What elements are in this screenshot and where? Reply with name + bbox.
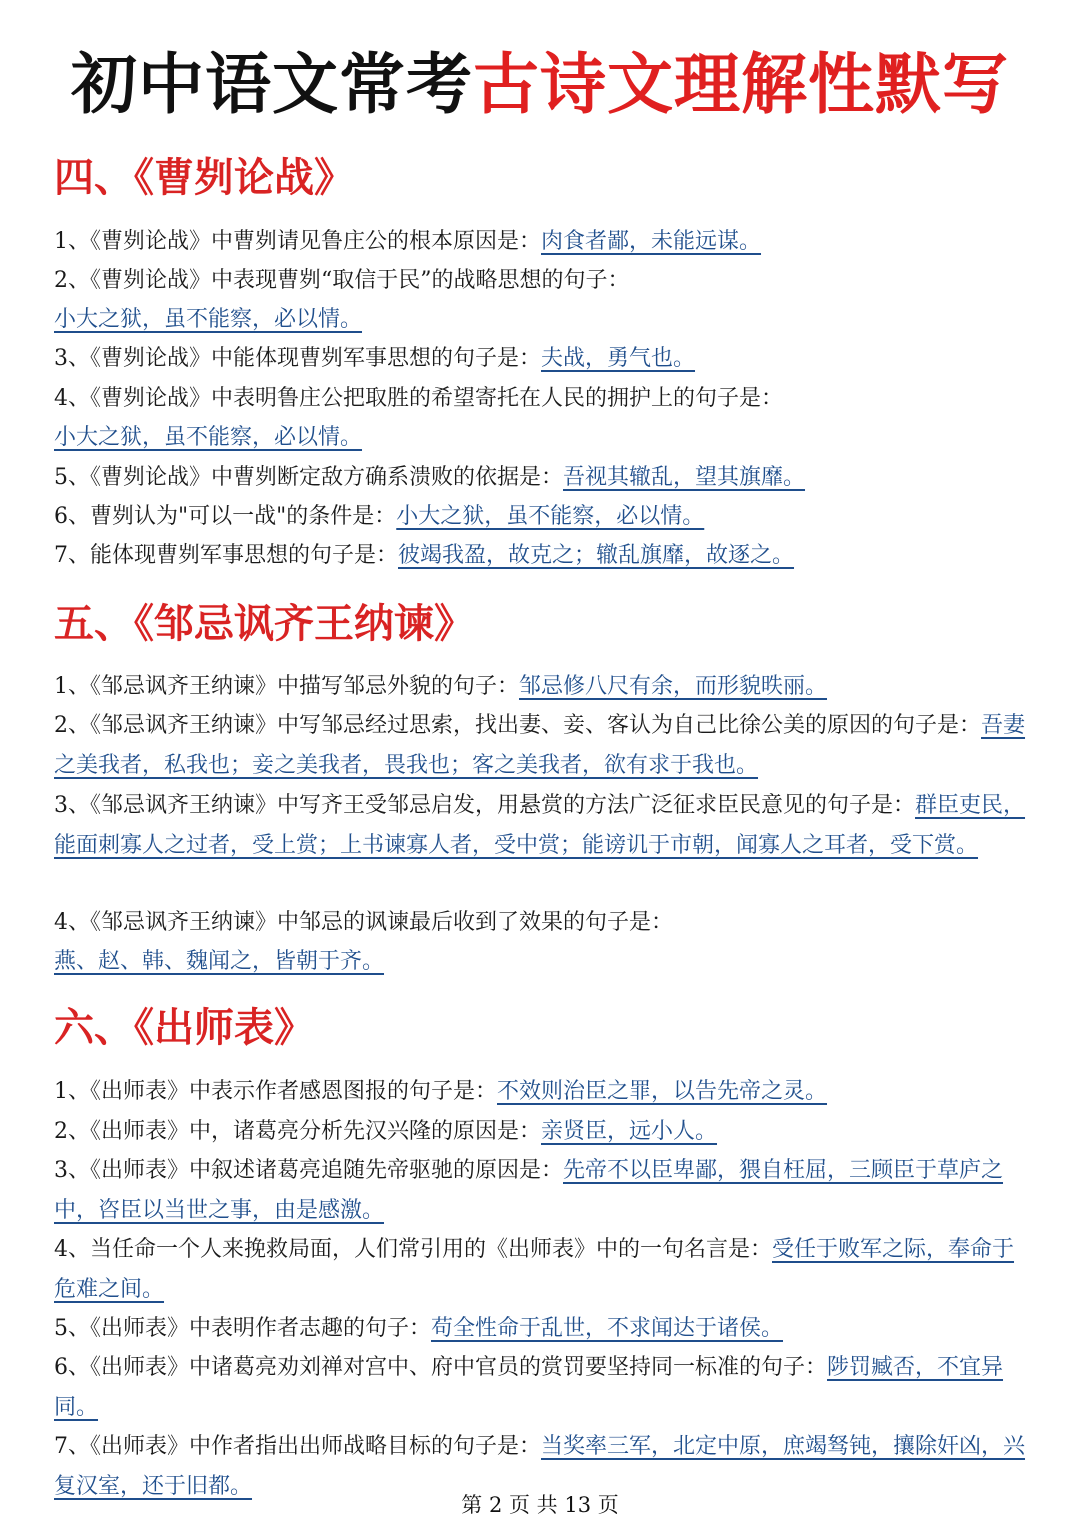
question-item: [54, 497, 1034, 537]
answer-text: 小大之狱，虽不能察，必以情。: [396, 504, 705, 529]
title-red-part: 古诗文理解性默写: [473, 45, 1009, 123]
answer-text: 夫战，勇气也。: [541, 346, 696, 371]
section-heading: 六、《出师表》: [54, 1004, 314, 1051]
question-item: [54, 706, 1034, 786]
question-item: [54, 339, 1034, 379]
answer-line: [54, 300, 1034, 340]
question-text: 3、《出师表》中叙述诸葛亮追随先帝驱驰的原因是：: [54, 1158, 563, 1183]
answer-line: [54, 942, 1034, 982]
answer-text: 陟罚臧否，不宜异同。: [54, 1355, 1004, 1420]
answer-text: 当奖率三军，北定中原，庶竭驽钝，攘除奸凶，兴复汉室，还于旧都。: [54, 1434, 1026, 1499]
question-item: [54, 1348, 1034, 1428]
question-item: [54, 1230, 1034, 1310]
answer-text: 燕、赵、韩、魏闻之，皆朝于齐。: [54, 949, 385, 974]
question-item: [54, 1309, 1034, 1349]
question-text: 2、《出师表》中，诸葛亮分析先汉兴隆的原因是：: [54, 1119, 541, 1144]
question-text: 1、《曹刿论战》中曹刿请见鲁庄公的根本原因是：: [54, 229, 541, 254]
answer-text: 亲贤臣，远小人。: [541, 1119, 718, 1144]
question-text: 4、《曹刿论战》中表明鲁庄公把取胜的希望寄托在人民的拥护上的句子是：: [54, 386, 783, 411]
question-text: 1、《邹忌讽齐王纳谏》中描写邹忌外貌的句子：: [54, 674, 519, 699]
answer-text: 小大之狱，虽不能察，必以情。: [54, 425, 363, 450]
question-item: [54, 458, 1034, 498]
answer-line: [54, 418, 1034, 458]
answer-text: 不效则治臣之罪，以告先帝之灵。: [497, 1079, 828, 1104]
answer-text: 彼竭我盈，故克之；辙乱旗靡，故逐之。: [398, 543, 795, 568]
question-item: [54, 379, 1034, 419]
question-item: [54, 1072, 1034, 1112]
question-text: 6、曹刿认为"可以一战"的条件是：: [54, 504, 397, 529]
answer-text: 受任于败军之际，奉命于危难之间。: [54, 1237, 1015, 1302]
question-item: [54, 1151, 1034, 1231]
page-number: 第 2 页 共 13 页: [461, 1493, 619, 1517]
question-text: 4、当任命一个人来挽救局面，人们常引用的《出师表》中的一句名言是：: [54, 1237, 772, 1262]
question-item: [54, 786, 1034, 866]
answer-text: 吾视其辙乱，望其旗靡。: [563, 465, 806, 490]
question-item: [54, 1112, 1034, 1152]
question-text: 5、《曹刿论战》中曹刿断定敌方确系溃败的依据是：: [54, 465, 563, 490]
question-text: 7、能体现曹刿军事思想的句子是：: [54, 543, 398, 568]
section-heading: 五、《邹忌讽齐王纳谏》: [54, 600, 474, 647]
answer-text: 先帝不以臣卑鄙，猥自枉屈，三顾臣于草庐之中，咨臣以当世之事，由是感激。: [54, 1158, 1004, 1223]
question-item: [54, 903, 1034, 943]
question-text: 2、《曹刿论战》中表现曹刿“取信于民”的战略思想的句子：: [54, 268, 630, 293]
section-heading: 四、《曹刿论战》: [54, 154, 354, 201]
question-text: 7、《出师表》中作者指出出师战略目标的句子是：: [54, 1434, 541, 1459]
question-text: 3、《曹刿论战》中能体现曹刿军事思想的句子是：: [54, 346, 541, 371]
title-black-part: 初中语文常考: [71, 45, 473, 123]
question-text: 6、《出师表》中诸葛亮劝刘禅对宫中、府中官员的赏罚要坚持同一标准的句子：: [54, 1355, 827, 1380]
question-text: 4、《邹忌讽齐王纳谏》中邹忌的讽谏最后收到了效果的句子是：: [54, 910, 673, 935]
question-text: 1、《出师表》中表示作者感恩图报的句子是：: [54, 1079, 497, 1104]
question-item: [54, 667, 1034, 707]
answer-text: 肉食者鄙，未能远谋。: [541, 229, 762, 254]
question-text: 2、《邹忌讽齐王纳谏》中写邹忌经过思索，找出妻、妾、客认为自己比徐公美的原因的句子是：: [54, 713, 982, 738]
answer-text: 群臣吏民，能面刺寡人之过者，受上赏；上书谏寡人者，受中赏；能谤讥于市朝，闻寡人之耳者，受下赏。: [54, 793, 1026, 858]
question-item: [54, 536, 1034, 576]
answer-text: 苟全性命于乱世，不求闻达于诸侯。: [431, 1316, 784, 1341]
answer-text: 邹忌修八尺有余，而形貌昳丽。: [519, 674, 828, 699]
question-item: [54, 261, 1034, 301]
question-item: [54, 222, 1034, 262]
question-text: 3、《邹忌讽齐王纳谏》中写齐王受邹忌启发，用悬赏的方法广泛征求臣民意见的句子是：: [54, 793, 916, 818]
page-title: [0, 34, 1080, 134]
answer-text: 吾妻之美我者，私我也；妾之美我者，畏我也；客之美我者，欲有求于我也。: [54, 713, 1026, 778]
answer-text: 小大之狱，虽不能察，必以情。: [54, 307, 363, 332]
question-text: 5、《出师表》中表明作者志趣的句子：: [54, 1316, 431, 1341]
